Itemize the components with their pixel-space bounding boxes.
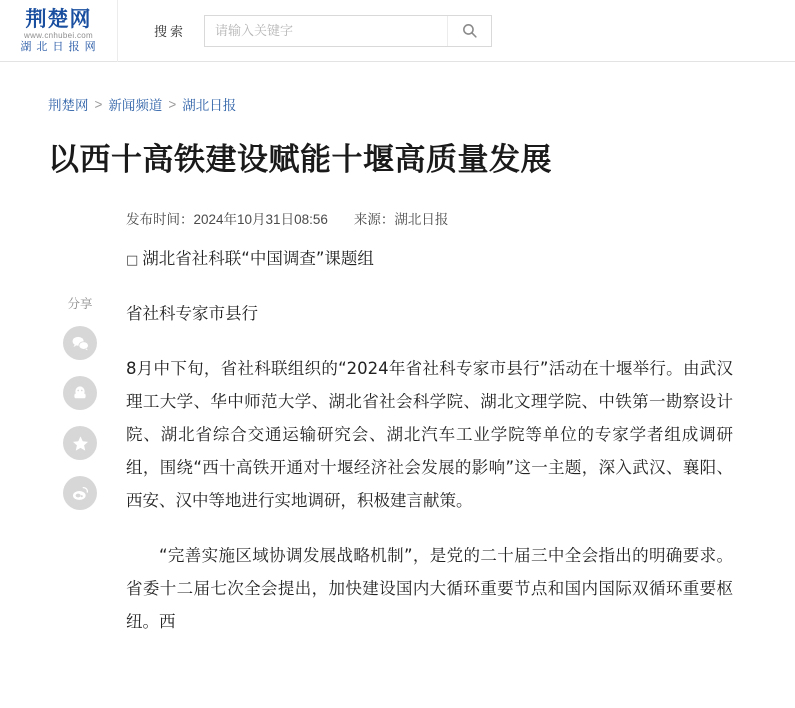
site-logo[interactable] (0, 0, 118, 62)
logo-sub-text: 湖 北 日 报 网 (20, 40, 97, 53)
qzone-icon[interactable] (63, 426, 97, 460)
article-paragraph-1: 8月中下旬，省社科联组织的“2024年省社科专家市县行”活动在十堰举行。由武汉理工大学、华中师范大学、湖北省社会科学院、湖北文理学院、中铁第一勘察设计院、湖北省综合交通运输研究会、湖北汽车工业学院等单位的专家学者组成调研组，围绕“西十高铁开通对十堰经济社会发展的影响”这一主题，深入武汉、襄阳、西安、汉中等地进行实地调研，积极建言献策。 (126, 358, 733, 510)
search-label: 搜索 (154, 24, 187, 39)
breadcrumb-separator-0: > (94, 96, 103, 112)
search-icon (461, 22, 478, 39)
breadcrumb-item-0[interactable]: 荆楚网 (48, 98, 89, 113)
breadcrumb-item-2[interactable]: 湖北日报 (182, 98, 237, 113)
article-byline (126, 242, 733, 275)
share-rail (48, 294, 112, 526)
article-subheading: 省社科专家市县行 (126, 303, 258, 323)
breadcrumb-item-1[interactable]: 新闻频道 (108, 98, 163, 113)
search-area (154, 15, 492, 47)
qq-icon[interactable] (63, 376, 97, 410)
publish-time-label: 发布时间： (126, 211, 194, 227)
byline-text: 湖北省社科联“中国调查”课题组 (142, 248, 374, 268)
publish-time-value: 2024年10月31日08:56 (193, 211, 328, 227)
breadcrumb-separator-1: > (168, 96, 177, 112)
site-header (0, 0, 795, 62)
article-source (354, 208, 449, 228)
logo-url-text: www.cnhubei.com (24, 30, 93, 40)
article-paragraph-2: “完善实施区域协调发展战略机制”，是党的二十届三中全会指出的明确要求。省委十二届七次全会提出，加快建设国内大循环重要节点和国内国际双循环重要枢纽。西 (126, 545, 733, 631)
publish-time (126, 208, 328, 228)
search-box (204, 15, 492, 47)
weibo-icon[interactable] (63, 476, 97, 510)
page-title: 以西十高铁建设赋能十堰高质量发展 (48, 142, 552, 178)
share-label: 分享 (67, 297, 93, 311)
breadcrumb (48, 94, 747, 114)
wechat-icon[interactable] (63, 326, 97, 360)
article-meta (48, 208, 747, 228)
logo-main-text: 荆楚网 (25, 6, 92, 31)
byline-marker: □ (126, 252, 139, 268)
search-input[interactable] (205, 16, 447, 46)
source-value: 湖北日报 (394, 211, 449, 227)
search-button[interactable] (447, 16, 491, 46)
source-label: 来源： (353, 211, 395, 227)
content-wrapper (0, 62, 795, 638)
article-body (48, 242, 747, 638)
page-body (0, 62, 795, 638)
